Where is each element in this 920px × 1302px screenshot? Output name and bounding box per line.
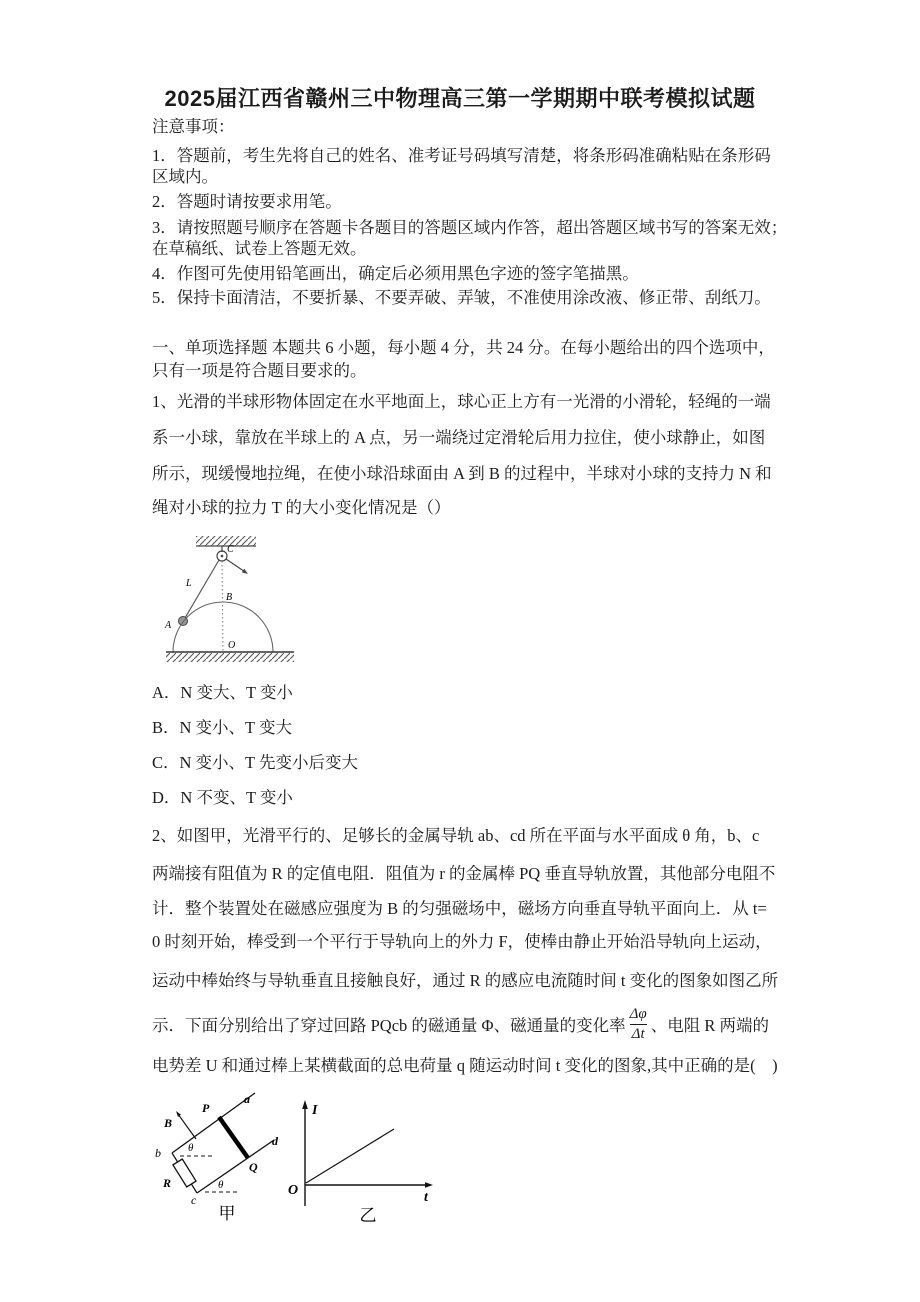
label-d-rail: d — [272, 1134, 278, 1148]
label-r-resistor: R — [163, 1176, 172, 1190]
rail-cd — [197, 1140, 274, 1193]
label-theta-bottom: θ — [218, 1179, 224, 1191]
q1-option-a: A．N 变大、T 变小 — [152, 683, 293, 702]
q1-stem-line-4: 绳对小球的拉力 T 的大小变化情况是（） — [152, 498, 451, 517]
label-a-point: A — [165, 620, 172, 631]
page-title: 2025届江西省赣州三中物理高三第一学期期中联考模拟试题 — [164, 86, 756, 111]
q2-line6-pre: 示．下面分别给出了穿过回路 PQcb 的磁通量 Φ、磁通量的变化率 — [152, 1016, 626, 1035]
notice-line-1b: 区域内。 — [152, 167, 218, 186]
label-c-terminal: c — [191, 1193, 197, 1207]
notice-line-3: 3．请按照题号顺序在答题卡各题目的答题区域内作答，超出答题区域书写的答案无效； — [152, 218, 788, 237]
q2-stem-line-4: 0 时刻开始，棒受到一个平行于导轨向上的外力 F，使棒由静止开始沿导轨向上运动， — [152, 932, 772, 951]
label-origin: O — [288, 1183, 299, 1198]
q1-stem-line-1: 1、光滑的半球形物体固定在水平地面上，球心正上方有一光滑的小滑轮，轻绳的一端 — [152, 392, 771, 411]
q2-stem-line-1: 2、如图甲，光滑平行的、足够长的金属导轨 ab、cd 所在平面与水平面成 θ 角，b、c — [152, 826, 760, 845]
label-i-axis: I — [312, 1103, 318, 1118]
q2-stem-line-6 — [152, 997, 769, 1051]
q1-option-c: C．N 变小、T 先变小后变大 — [152, 753, 358, 772]
notices-heading: 注意事项： — [152, 117, 235, 136]
b-field-arrow-line — [179, 1115, 196, 1139]
label-t-axis: t — [424, 1190, 428, 1205]
fraction-denominator: Δt — [631, 1025, 645, 1042]
label-a-rail: a — [244, 1092, 250, 1106]
b-field-arrowhead — [176, 1111, 181, 1117]
caption-yi: 乙 — [359, 1206, 377, 1225]
q1-option-d: D．N 不变、T 变小 — [152, 788, 293, 807]
label-c-pulley: C — [227, 544, 234, 555]
q2-stem-line-2: 两端接有阻值为 R 的定值电阻．阻值为 r 的金属棒 PQ 垂直导轨放置，其他部分电阻不 — [152, 864, 776, 883]
current-vs-time-line — [306, 1129, 394, 1183]
rope-to-ball — [185, 560, 219, 618]
label-b-field: B — [164, 1116, 173, 1130]
q2-stem-line-3: 计．整个装置处在磁感应强度为 B 的匀强磁场中，磁场方向垂直导轨平面向上．从 t= — [152, 899, 767, 918]
caption-jia: 甲 — [218, 1204, 236, 1223]
label-l-rope: L — [186, 578, 192, 589]
conducting-bar-pq — [219, 1117, 248, 1158]
label-b-terminal: b — [155, 1146, 161, 1160]
q2-figure-yi-graph — [288, 1093, 438, 1245]
notice-line-3b: 在草稿纸、试卷上答题无效。 — [152, 239, 367, 258]
notice-line-4: 4．作图可先使用铅笔画出，确定后必须用黑色字迹的签字笔描黑。 — [152, 264, 639, 283]
resistor-symbol — [173, 1159, 196, 1187]
section-heading-line-2: 只有一项是符合题目要求的。 — [152, 361, 367, 380]
label-b-point: B — [226, 592, 233, 603]
flux-rate-fraction — [630, 1005, 647, 1044]
label-o-center: O — [228, 640, 236, 651]
q1-option-b: B．N 变小、T 变大 — [152, 718, 292, 737]
section-heading-line-1: 一、单项选择题 本题共 6 小题，每小题 4 分，共 24 分。在每小题给出的四个选项中， — [152, 338, 775, 357]
i-axis-arrowhead — [302, 1100, 308, 1109]
notice-line-1: 1．答题前，考生先将自己的姓名、准考证号码填写清楚，将条形码准确粘贴在条形码 — [152, 146, 771, 165]
label-q-point: Q — [249, 1160, 258, 1174]
q1-stem-line-3: 所示，现缓慢地拉绳，在使小球沿球面由 A 到 B 的过程中，半球对小球的支持力 N 和 — [152, 464, 772, 483]
notice-line-5: 5．保持卡面清洁，不要折暴、不要弄破、弄皱，不准使用涂改液、修正带、刮纸刀。 — [152, 288, 771, 307]
rope-pull-segment — [226, 559, 245, 572]
label-p-point: P — [202, 1101, 210, 1115]
q2-stem-line-5: 运动中棒始终与导轨垂直且接触良好，通过 R 的感应电流随时间 t 变化的图象如图乙所 — [152, 971, 779, 990]
q1-hemisphere-figure — [158, 533, 298, 673]
q2-figure-jia-rails — [150, 1088, 295, 1240]
ceiling-hatch — [196, 536, 256, 546]
ground-hatch — [166, 653, 294, 662]
t-axis-arrowhead — [425, 1182, 433, 1188]
q1-stem-line-2: 系一小球，靠放在半球上的 A 点，另一端绕过定滑轮后用力拉住，使小球静止，如图 — [152, 428, 766, 447]
label-theta-top: θ — [188, 1142, 194, 1154]
vertical-dotted-line — [222, 561, 223, 652]
q2-stem-line-7: 电势差 U 和通过棒上某横截面的总电荷量 q 随运动时间 t 变化的图象,其中正确的是( ) — [152, 1056, 778, 1075]
fraction-numerator: Δφ — [629, 1005, 647, 1022]
notice-line-2: 2．答题时请按要求用笔。 — [152, 192, 342, 211]
q2-line6-post: 、电阻 R 两端的 — [650, 1016, 769, 1035]
